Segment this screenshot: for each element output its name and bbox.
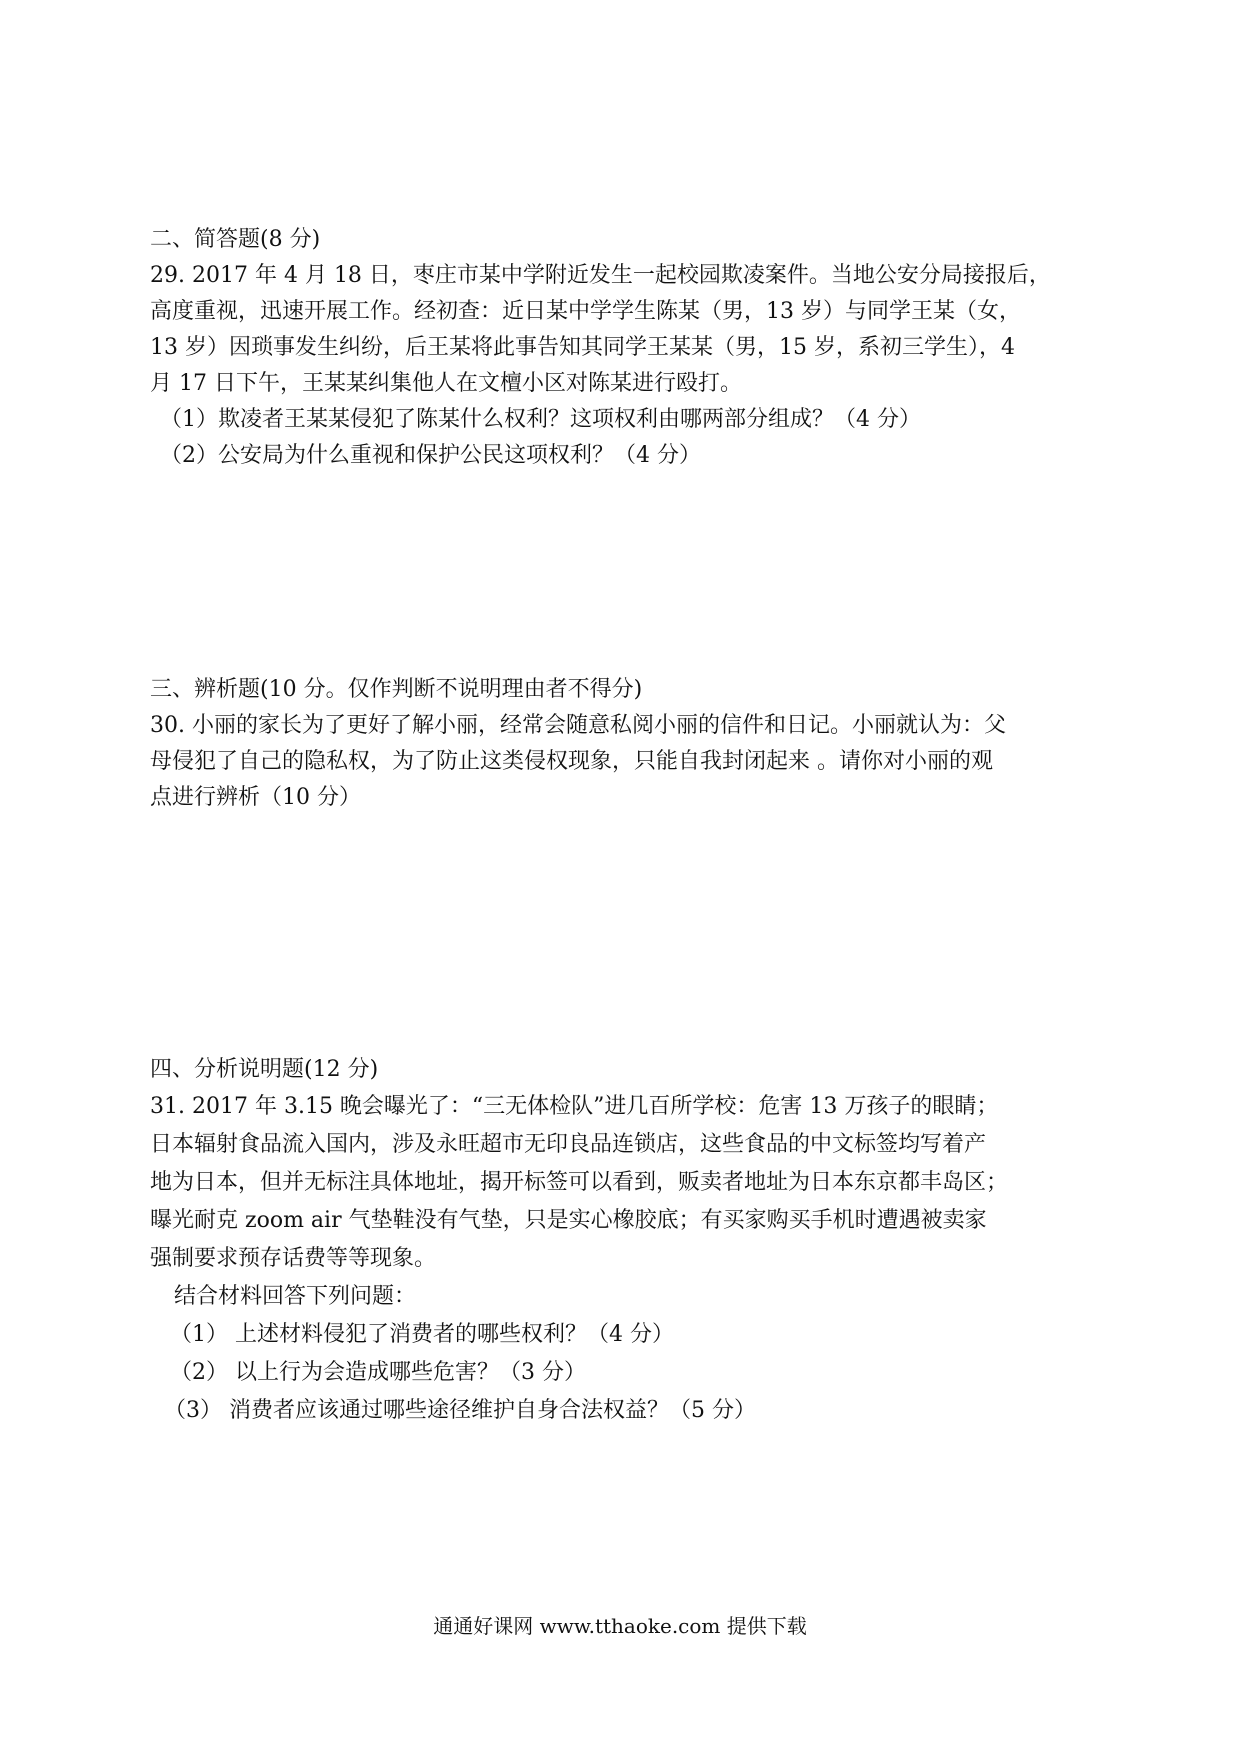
question-line: 月 17 日下午，王某某纠集他人在文檀小区对陈某进行殴打。 (150, 371, 742, 396)
sub-question-1: （1） 上述材料侵犯了消费者的哪些权利？（4 分） (170, 1322, 674, 1347)
sub-question-2: （2） 以上行为会造成哪些危害？（3 分） (170, 1360, 586, 1385)
question-line: 30. 小丽的家长为了更好了解小丽，经常会随意私阅小丽的信件和日记。小丽就认为：父 (150, 713, 1006, 738)
question-line: 13 岁）因琐事发生纠纷，后王某将此事告知其同学王某某（男，15 岁，系初三学生），4 (150, 335, 1015, 360)
section-explanation (150, 1052, 1130, 1430)
question-line: 日本辐射食品流入国内，涉及永旺超市无印良品连锁店，这些食品的中文标签均写着产 (150, 1132, 987, 1157)
question-line: 高度重视，迅速开展工作。经初查：近日某中学学生陈某（男，13 岁）与同学王某（女， (150, 299, 1021, 324)
sub-question-1: （1）欺凌者王某某侵犯了陈某什么权利？这项权利由哪两部分组成？（4 分） (160, 407, 921, 432)
sub-question-3: （3） 消费者应该通过哪些途径维护自身合法权益？（5 分） (164, 1398, 756, 1423)
question-line: 曝光耐克 zoom air 气垫鞋没有气垫，只是实心橡胶底；有买家购买手机时遭遇被卖家 (150, 1208, 987, 1233)
page-footer: 通通好课网 www.tthaoke.com 提供下载 (433, 1614, 807, 1638)
question-line: 母侵犯了自己的隐私权，为了防止这类侵权现象，只能自我封闭起来 。请你对小丽的观 (150, 749, 993, 774)
question-line: 29. 2017 年 4 月 18 日，枣庄市某中学附近发生一起校园欺凌案件。当地公安分局接报后， (150, 263, 1051, 288)
question-line: 31. 2017 年 3.15 晚会曝光了：“三无体检队”进几百所学校：危害 13 万孩子的眼睛； (150, 1094, 999, 1119)
section-analysis (150, 672, 1130, 816)
section-heading: 二、简答题(8 分) (150, 227, 321, 252)
section-heading: 三、辨析题(10 分。仅作判断不说明理由者不得分) (150, 677, 643, 702)
sub-question-2: （2）公安局为什么重视和保护公民这项权利？（4 分） (160, 443, 701, 468)
question-line: 强制要求预存话费等等现象。 (150, 1246, 437, 1271)
question-line: 地为日本，但并无标注具体地址，揭开标签可以看到，贩卖者地址为日本东京都丰岛区； (150, 1170, 1009, 1195)
question-line: 点进行辨析（10 分） (150, 785, 361, 810)
question-30 (150, 708, 1130, 816)
section-heading: 四、分析说明题(12 分) (150, 1057, 379, 1082)
question-29 (150, 258, 1130, 402)
section-short-answer (150, 222, 1130, 474)
question-intro: 结合材料回答下列问题： (174, 1284, 417, 1309)
question-31 (150, 1088, 1130, 1278)
